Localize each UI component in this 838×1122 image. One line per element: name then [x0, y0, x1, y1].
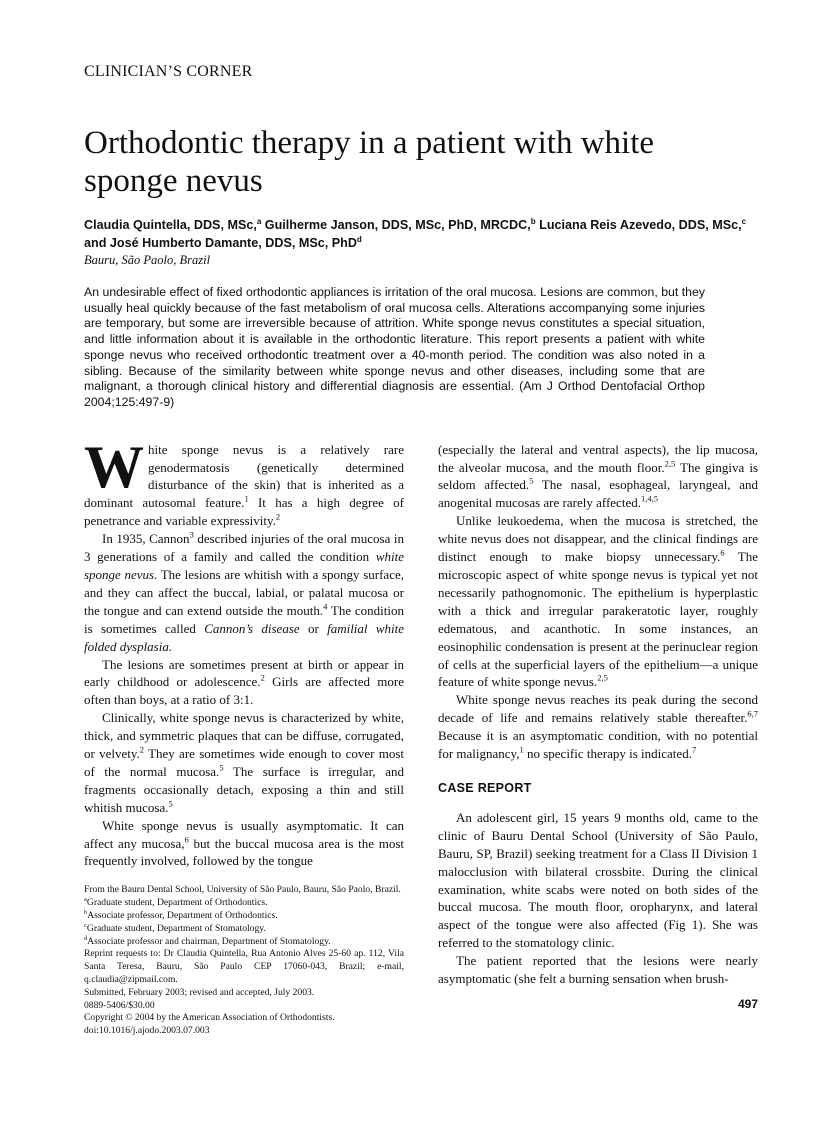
author-name: Claudia Quintella, DDS, MSc, — [84, 218, 257, 232]
footnote-mark: d — [84, 934, 88, 942]
text-run: but the buccal mucosa area is the most frequently involved, followed by the tongue — [84, 835, 405, 869]
body-paragraph — [84, 530, 404, 655]
text-run: The lesions are sometimes present at birth or appear in early childhood or adolescence. — [84, 656, 404, 690]
body-paragraph — [84, 817, 404, 871]
citation-ref: 2,5 — [597, 673, 608, 684]
body-paragraph — [84, 656, 404, 710]
text-run: Clinically, white sponge nevus is characterized by white, thick, and symmetric plaques that can be diffuse, corrugated, or velvety. — [84, 710, 404, 762]
text-run: It has a high degree of penetrance and variable expressivity. — [84, 495, 404, 529]
body-paragraph — [438, 512, 758, 691]
journal-page — [84, 0, 758, 1058]
text-run: The lesions are whitish with a spongy surface, and they can affect the buccal, labial, or palatal mucosa or the tongue and can extend outside the mouth. — [84, 566, 404, 618]
italic-term: Cannon’s disease — [204, 620, 300, 636]
text-run: The microscopic aspect of white sponge nevus is typical yet not necessarily pathognomonic. The epithelium is hyperplastic with a thick and irregular parakeratotic layer, roughly edematous, and acanthotic. In some instances, an eosinophilic condensation is present at the perinuclear region of cells at the superficial layers of the epithelium—a unique feature of white sponge nevus. — [438, 549, 758, 690]
footnote-text: From the Bauru Dental School, University of São Paulo, Bauru, São Paolo, Brazil. — [84, 884, 401, 896]
footnote-text: Graduate student, Department of Orthodontics. — [86, 897, 268, 909]
citation-ref: 5 — [168, 798, 173, 809]
text-run: Girls are affected more often than boys, at a ratio of 3:1. — [84, 674, 404, 708]
section-label: CLINICIAN’S CORNER — [84, 63, 253, 80]
author-location: Bauru, São Paolo, Brazil — [84, 253, 211, 267]
text-run: White sponge nevus reaches its peak during the second decade of life and remains relatively stable thereafter. — [438, 692, 758, 726]
footnote — [84, 1000, 404, 1013]
text-run: The gingiva is seldom affected. — [438, 459, 759, 493]
citation-ref: 6 — [720, 547, 725, 558]
body-paragraph — [438, 441, 758, 513]
citation-ref: 2 — [139, 744, 145, 755]
footnote — [84, 1025, 404, 1038]
citation-ref: 1 — [519, 744, 524, 755]
abstract: An undesirable effect of fixed orthodontic appliances is irritation of the oral mucosa. Lesions are common, but they usually heal quickly because of the fast metabolism of oral mucosa cells. Alterations accompanying some injuries are temporary, but some are irreversible because of attrition. White sponge nevus constitutes a special situation, and little information about it is available in the orthodontic literature. This report presents a patient with white sponge nevus who received orthodontic treatment over a 40-month period. The condition was also noted in a sibling. Because of the similarity between white sponge nevus and other diseases, including some that are malignant, a thorough clinical history and differential diagnosis are essential. (Am J Orthod Dentofacial Orthop 2004;125:497-9) — [84, 285, 705, 409]
author-affiliation-mark: b — [530, 216, 536, 226]
article-title: Orthodontic therapy in a patient with white sponge nevus — [84, 125, 655, 199]
footnote-mark: c — [84, 921, 87, 929]
text-run: In 1935, Cannon — [102, 531, 190, 547]
footnote — [84, 897, 404, 910]
footnote-text: 0889-5406/$30.00 — [84, 999, 155, 1011]
footnotes — [84, 884, 404, 1038]
footnote — [84, 948, 404, 986]
text-run: Because it is an asymptomatic condition, with no potential for malignancy, — [438, 728, 758, 762]
citation-ref: 2 — [275, 511, 281, 522]
author-name: Guilherme Janson, DDS, MSc, PhD, MRCDC, — [261, 218, 531, 232]
section-heading-case-report: CASE REPORT — [438, 780, 532, 795]
text-run: The nasal, esophageal, laryngeal, and anogenital mucosas are rarely affected. — [438, 477, 758, 511]
footnote — [84, 936, 404, 949]
body-paragraph — [438, 809, 758, 952]
citation-ref: 6,7 — [747, 708, 758, 719]
text-run: hite sponge nevus is a relatively rare genodermatosis (genetically determined disturbance of the skin) that is inherited as a dominant autosomal feature. — [84, 441, 404, 511]
author-name: and José Humberto Damante, DDS, MSc, PhD — [84, 236, 357, 250]
author-affiliation-mark: d — [356, 234, 362, 244]
footnote-mark: a — [84, 895, 87, 903]
author-affiliation-mark: c — [741, 216, 747, 226]
citation-ref: 7 — [691, 744, 697, 755]
author-list — [84, 216, 758, 252]
italic-term: familial white folded dysplasia. — [84, 620, 404, 654]
author-affiliation-mark: a — [256, 216, 262, 226]
text-run: no specific therapy is indicated. — [523, 746, 692, 762]
text-run: White sponge nevus is usually asymptomatic. It can affect any mucosa, — [84, 817, 404, 851]
left-column — [84, 433, 405, 1038]
footnote-mark: b — [84, 908, 88, 916]
case-report-text — [438, 809, 758, 988]
footnote-text: Reprint requests to: Dr Claudia Quintella, Rua Antonio Alves 25-60 ap. 112, Vila Santa Teresa, Bauru, São Paulo CEP 17060-043, Brazil; e-mail, q.claudia@zipmail.com. — [84, 948, 404, 985]
citation-ref: 2,5 — [664, 458, 676, 469]
text-run: An adolescent girl, 15 years 9 months old, came to the clinic of Bauru Dental School (University of São Paulo, Bauru, SP, Brazil) seeking treatment for a Class II Division 1 malocclusion with bilateral crossbite. During the clinical examination, white scabs were noted on both sides of the buccal mucosa. The mouth floor, oropharynx, and lateral aspect of the tongue were also affected (Fig 1). She was referred to the stomatology clinic. — [438, 809, 758, 951]
text-run: or — [299, 620, 328, 636]
citation-ref: 3 — [189, 529, 194, 540]
footnote-text: Associate professor and chairman, Department of Stomatology. — [87, 935, 331, 947]
footnote — [84, 923, 404, 936]
footnote-text: Graduate student, Department of Stomatology. — [86, 922, 266, 934]
citation-ref: 2 — [260, 673, 265, 684]
body-paragraph — [438, 952, 758, 988]
text-run: The condition is sometimes called — [84, 602, 404, 636]
footnote — [84, 1012, 404, 1025]
footnote — [84, 987, 404, 1000]
citation-ref: 1 — [244, 494, 249, 505]
footnote-text: Copyright © 2004 by the American Association of Orthodontists. — [84, 1012, 335, 1024]
citation-ref: 1,4,5 — [640, 494, 658, 505]
footnote-text: Submitted, February 2003; revised and accepted, July 2003. — [84, 986, 315, 998]
text-run: (especially the lateral and ventral aspects), the lip mucosa, the alveolar mucosa, and the mouth floor. — [438, 441, 758, 475]
footnote-text: doi:10.1016/j.ajodo.2003.07.003 — [84, 1025, 210, 1037]
citation-ref: 5 — [529, 476, 534, 487]
text-run: They are sometimes wide enough to cover most of the normal mucosa. — [84, 746, 404, 779]
body-paragraph — [84, 709, 404, 816]
text-run: described injuries of the oral mucosa in 3 generations of a family and called the condition — [84, 531, 404, 565]
footnote — [84, 910, 404, 923]
text-run: Unlike leukoedema, when the mucosa is stretched, the white nevus does not disappear, and the clinical findings are distinct enough to make biopsy unnecessary. — [438, 513, 758, 565]
footnote — [84, 884, 404, 897]
text-run: The patient reported that the lesions were nearly asymptomatic (she felt a burning sensation when brush- — [438, 953, 758, 987]
page-number: 497 — [737, 997, 758, 1011]
right-column-text — [438, 441, 758, 763]
left-column-text — [84, 433, 405, 871]
text-run: The surface is irregular, and fragments occasionally detach, exposing a thin and still whitish mucosa. — [84, 763, 404, 815]
footnote-text: Associate professor, Department of Orthodontics. — [87, 909, 278, 921]
citation-ref: 6 — [184, 834, 189, 845]
citation-ref: 5 — [219, 762, 224, 773]
citation-ref: 4 — [323, 601, 328, 612]
italic-term: white sponge nevus. — [84, 549, 404, 582]
right-column — [438, 441, 758, 1038]
drop-cap: W — [84, 433, 144, 500]
author-name: Luciana Reis Azevedo, DDS, MSc, — [535, 218, 742, 232]
body-paragraph — [438, 691, 758, 763]
body-columns — [84, 433, 759, 1038]
